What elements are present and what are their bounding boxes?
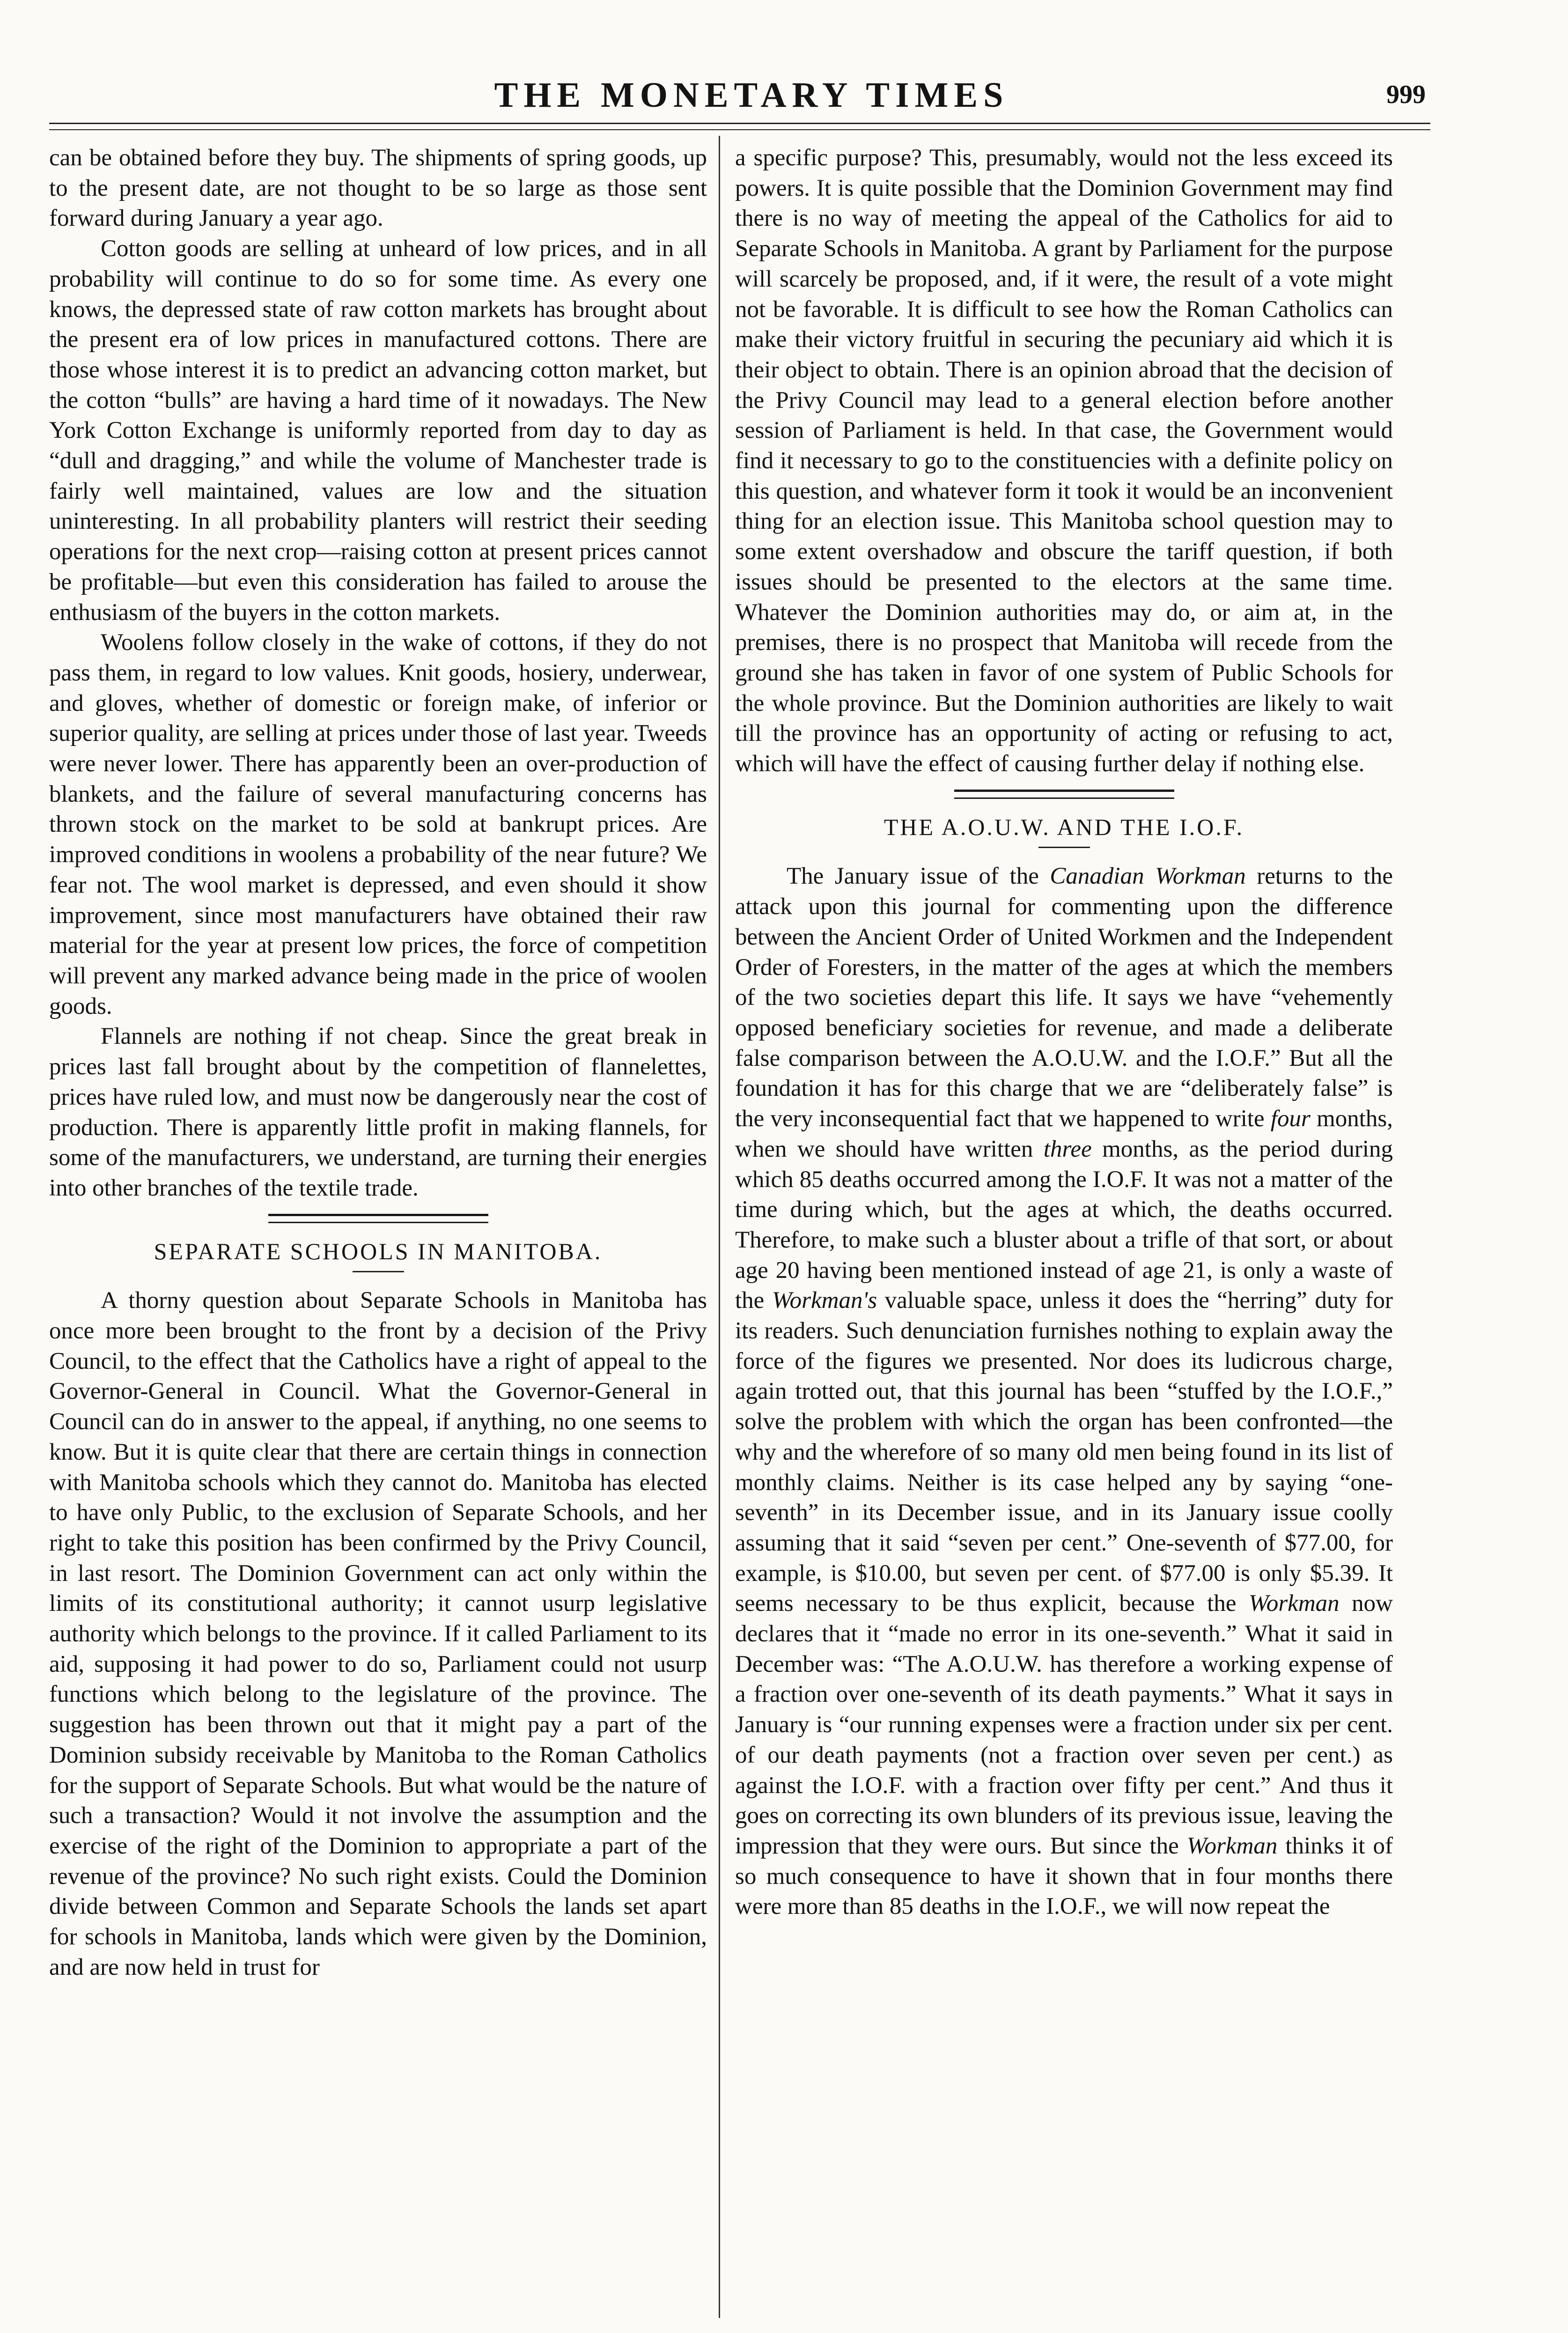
section-separator (268, 1214, 488, 1223)
italic-publication-name: Canadian Workman (1050, 863, 1246, 890)
italic-publication-name: Workman (1249, 1590, 1340, 1617)
article-paragraph: A thorny question about Separate Schools in Manitoba has once more been brought to the front by a decision of the Privy Council, to the effect that the Catholics have a right of appeal to the Governor-General in Council. What the Governor-General in Council can do in answer to the appeal, if anything, no one seems to know. But it is quite clear that there are certain things in connection with Manitoba schools which they cannot do. Manitoba has elected to have only Public, to the exclusion of Separate Schools, and her right to take this position has been confirmed by the Privy Council, in last resort. The Dominion Government can act only within the limits of its constitutional authority; it cannot usurp legislative authority which belongs to the province. If it called Parliament to its aid, supposing it had power to do so, Parliament could not usurp functions which belong to the legislature of the province. The suggestion has been thrown out that it might pay a part of the Dominion subsidy receivable by Manitoba to the Roman Catholics for the support of Separate Schools. But what would be the nature of such a transaction? Would it not involve the assumption and the exercise of the right of the Dominion to appropriate a part of the revenue of the province? No such right exists. Could the Dominion divide between Common and Separate Schools the lands set apart for schools in Manitoba, lands which were given by the Dominion, and are now held in trust for (49, 1287, 707, 1980)
masthead (49, 75, 1454, 122)
text-run: valuable space, unless it does the “herring” duty for its readers. Such denunciation furnishes nothing to explain away the force of the figures we presented. Nor does its ludicrous charge, again trotted out, that this journal has been “stuffed by the I.O.F.,” solve the problem with which the organ has been confronted—the why and the wherefore of so many old men being found in its list of monthly claims. Neither is its case helped any by saying “one-seventh” in its December issue, and in its January issue coolly assuming that it said “seven per cent.” One-seventh of $77.00, for example, is $10.00, but seven per cent. of $77.00 is only $5.39. It seems necessary to be thus explicit, because the (735, 1287, 1393, 1617)
italic-publication-name: Workman's (772, 1287, 877, 1314)
article-paragraph: can be obtained before they buy. The shipments of spring goods, up to the present date, are not thought to be so large as those sent forward during January a year ago. (49, 145, 707, 232)
article-paragraph: Cotton goods are selling at unheard of low prices, and in all probability will continue to do so for some time. As every one knows, the depressed state of raw cotton markets has brought about the present era of low prices in manufactured cottons. There are those whose interest it is to predict an advancing cotton market, but the cotton “bulls” are having a hard time of it nowadays. The New York Cotton Exchange is uniformly reported from day to day as “dull and dragging,” and while the volume of Manchester trade is fairly well maintained, values are low and the situation uninteresting. In all probability planters will restrict their seeding operations for the next crop—raising cotton at present prices cannot be profitable—but even this consideration has failed to arouse the enthusiasm of the buyers in the cotton markets. (49, 236, 707, 626)
masthead-rule-lower (49, 129, 1430, 130)
article-paragraph: Woolens follow closely in the wake of cottons, if they do not pass them, in regard to low values. Knit goods, hosiery, underwear, and gloves, whether of domestic or foreign make, of inferior or superior quality, are selling at prices under those of last year. Tweeds were never lower. There has apparently been an over-production of blankets, and the failure of several manufacturing concerns has thrown stock on the market to be sold at bankrupt prices. Are improved conditions in woolens a probability of the near future? We fear not. The wool market is depressed, and even should it show improvement, since most manufacturers have obtained their raw material for the year at present low prices, the force of competition will prevent any marked advance being made in the price of woolen goods. (49, 629, 707, 1019)
heading-underline (353, 1271, 404, 1272)
article-paragraph: a specific purpose? This, presumably, would not the less exceed its powers. It is quite possible that the Dominion Government may find there is no way of meeting the appeal of the Catholics for aid to Separate Schools in Manitoba. A grant by Parliament for the purpose will scarcely be proposed, and, if it were, the result of a vote might not be favorable. It is difficult to see how the Roman Catholics can make their victory fruitful in securing the pecuniary aid which it is their object to obtain. There is an opinion abroad that the decision of the Privy Council may lead to a general election before another session of Parliament is held. In that case, the Government would find it necessary to go to the constituencies with a definite policy on this question, and whatever form it took it would be an inconvenient thing for an election issue. This Manitoba school question may to some extent overshadow and obscure the tariff question, if both issues should be presented to the electors at the same time. Whatever the Dominion authorities may do, or aim at, in the premises, there is no prospect that Manitoba will recede from the ground she has taken in favor of one system of Public Schools for the whole province. But the Dominion authorities are likely to wait till the province has an opportunity of acting or refusing to act, which will have the effect of causing further delay if nothing else. (735, 145, 1393, 777)
section-separator (954, 790, 1174, 799)
text-run: months, when we should have written (735, 1106, 1393, 1162)
italic-word: four (1270, 1106, 1310, 1132)
page-number: 999 (1386, 80, 1426, 109)
column-divider (719, 136, 720, 2318)
italic-word: three (1043, 1136, 1092, 1162)
text-run: now declares that it “made no error in its one-seventh.” What it said in December was: “The A.O.U.W. has therefore a working expense of a fraction over one-seventh of its death payments.” What it says in January is “our running expenses were a fraction under six per cent. of our death payments (not a fraction over seven per cent.) as against the I.O.F. with a fraction over fifty per cent.” And thus it goes on correcting its own blunders of its previous issue, leaving the impression that they were ours. But since the (735, 1590, 1393, 1859)
right-column (735, 143, 1393, 2316)
article-paragraph: Flannels are nothing if not cheap. Since the great break in prices last fall brought about by the competition of flannelettes, prices have ruled low, and must now be dangerously near the cost of production. There is apparently little profit in making flannels, for some of the manufacturers, we understand, are turning their energies into other branches of the textile trade. (49, 1023, 707, 1201)
text-run: returns to the attack upon this journal for commenting upon the difference between the Ancient Order of United Workmen and the Independent Order of Foresters, in the matter of the ages at which the members of the two societies depart this life. It says we have “vehemently opposed beneficiary societies for revenue, and made a deliberate false comparison between the A.O.U.W. and the I.O.F.” But all the foundation it has for this charge that we are “deliberately false” is the very inconsequential fact that we happened to write (735, 863, 1393, 1132)
text-run: months, as the period during which 85 deaths occurred among the I.O.F. It was not a matter of the time during which, but the ages at which, the deaths occurred. Therefore, to make such a bluster about a trifle of that sort, or about age 20 having been mentioned instead of age 21, is only a waste of the (735, 1136, 1393, 1314)
section-heading-separate-schools: SEPARATE SCHOOLS IN MANITOBA. (154, 1238, 603, 1264)
masthead-rule-upper (49, 123, 1430, 124)
article-paragraph (735, 861, 1393, 1922)
text-run: thinks it of so much consequence to have it shown that in four months there were more than 85 deaths in the I.O.F., we will now repeat the (735, 1832, 1393, 1920)
left-column (49, 143, 707, 2316)
italic-publication-name: Workman (1186, 1832, 1278, 1859)
section-heading-aouw-iof: THE A.O.U.W. AND THE I.O.F. (883, 813, 1244, 840)
heading-underline (1038, 847, 1090, 848)
text-run: The January issue of the (787, 863, 1050, 890)
publication-title: THE MONETARY TIMES (494, 75, 1009, 115)
